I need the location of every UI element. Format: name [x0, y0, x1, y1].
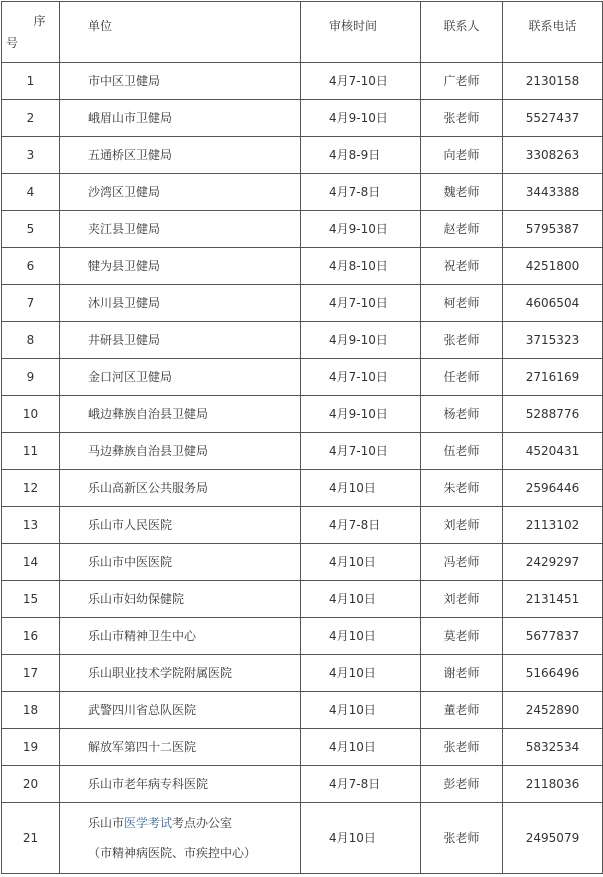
- row-date: 4月9-10日: [301, 396, 421, 433]
- row-seq: 14: [2, 544, 60, 581]
- row-contact: 张老师: [421, 803, 503, 874]
- row-date: 4月7-10日: [301, 433, 421, 470]
- row-phone: 2131451: [503, 581, 603, 618]
- row-phone: 5288776: [503, 396, 603, 433]
- row-date: 4月7-10日: [301, 359, 421, 396]
- row-unit: 乐山市人民医院: [60, 507, 301, 544]
- row-phone: 2495079: [503, 803, 603, 874]
- row-unit: 五通桥区卫健局: [60, 137, 301, 174]
- row-contact: 董老师: [421, 692, 503, 729]
- row-seq: 12: [2, 470, 60, 507]
- row-phone: 2118036: [503, 766, 603, 803]
- row-unit: 武警四川省总队医院: [60, 692, 301, 729]
- row-seq: 15: [2, 581, 60, 618]
- row-contact: 魏老师: [421, 174, 503, 211]
- header-seq-top: 序: [33, 14, 46, 28]
- row-unit: 夹江县卫健局: [60, 211, 301, 248]
- row-contact: 祝老师: [421, 248, 503, 285]
- row-date: 4月10日: [301, 655, 421, 692]
- row-seq: 18: [2, 692, 60, 729]
- row-contact: 彭老师: [421, 766, 503, 803]
- row-seq: 13: [2, 507, 60, 544]
- header-date: 审核时间: [301, 2, 421, 63]
- row-unit: [60, 803, 301, 874]
- row-contact: 刘老师: [421, 507, 503, 544]
- row-seq: 17: [2, 655, 60, 692]
- row-contact: 张老师: [421, 100, 503, 137]
- table-row: [2, 137, 603, 174]
- table-row: [2, 248, 603, 285]
- row-unit: 沙湾区卫健局: [60, 174, 301, 211]
- row-date: 4月9-10日: [301, 100, 421, 137]
- table-row: [2, 285, 603, 322]
- row-contact: 柯老师: [421, 285, 503, 322]
- row-unit: 峨边彝族自治县卫健局: [60, 396, 301, 433]
- row-date: 4月7-8日: [301, 174, 421, 211]
- table-row: [2, 729, 603, 766]
- row-date: 4月7-10日: [301, 63, 421, 100]
- row-unit: 乐山市中医医院: [60, 544, 301, 581]
- row-seq: 11: [2, 433, 60, 470]
- row-seq: 5: [2, 211, 60, 248]
- row-date: 4月10日: [301, 803, 421, 874]
- row-seq: 10: [2, 396, 60, 433]
- row-phone: 3308263: [503, 137, 603, 174]
- row-phone: 2596446: [503, 470, 603, 507]
- row-phone: 2113102: [503, 507, 603, 544]
- row-date: 4月10日: [301, 544, 421, 581]
- row-contact: 广老师: [421, 63, 503, 100]
- table-row: [2, 470, 603, 507]
- row-date: 4月10日: [301, 470, 421, 507]
- exam-site-table: [1, 1, 603, 874]
- row-date: 4月8-10日: [301, 248, 421, 285]
- row-contact: 张老师: [421, 729, 503, 766]
- row-unit: 乐山市妇幼保健院: [60, 581, 301, 618]
- row-unit: 乐山市老年病专科医院: [60, 766, 301, 803]
- row-date: 4月10日: [301, 581, 421, 618]
- row-date: 4月7-8日: [301, 507, 421, 544]
- row-unit: 市中区卫健局: [60, 63, 301, 100]
- row-date: 4月8-9日: [301, 137, 421, 174]
- row-phone: 3443388: [503, 174, 603, 211]
- row-phone: 5527437: [503, 100, 603, 137]
- row-seq: 16: [2, 618, 60, 655]
- row-unit-note: （市精神病医院、市疾控中心）: [88, 846, 257, 860]
- row-contact: 冯老师: [421, 544, 503, 581]
- row-phone: 5832534: [503, 729, 603, 766]
- row-seq: 6: [2, 248, 60, 285]
- row-phone: 2130158: [503, 63, 603, 100]
- table-row: [2, 766, 603, 803]
- row-phone: 3715323: [503, 322, 603, 359]
- row-phone: 5795387: [503, 211, 603, 248]
- table-row: [2, 581, 603, 618]
- row-phone: 2452890: [503, 692, 603, 729]
- row-unit: 犍为县卫健局: [60, 248, 301, 285]
- header-seq: [2, 2, 60, 63]
- row-contact: 谢老师: [421, 655, 503, 692]
- row-phone: 2716169: [503, 359, 603, 396]
- table-row: [2, 396, 603, 433]
- row-phone: 5166496: [503, 655, 603, 692]
- table-row: [2, 803, 603, 874]
- row-unit: 峨眉山市卫健局: [60, 100, 301, 137]
- row-contact: 杨老师: [421, 396, 503, 433]
- header-phone: 联系电话: [503, 2, 603, 63]
- row-contact: 任老师: [421, 359, 503, 396]
- row-unit-name: [88, 815, 300, 831]
- table-header-row: [2, 2, 603, 63]
- medical-exam-link[interactable]: 医学考试: [124, 816, 173, 830]
- row-phone: 5677837: [503, 618, 603, 655]
- unit-suffix: 考点办公室: [172, 816, 233, 830]
- row-contact: 莫老师: [421, 618, 503, 655]
- row-seq: 21: [2, 803, 60, 874]
- row-seq: 2: [2, 100, 60, 137]
- row-seq: 3: [2, 137, 60, 174]
- row-contact: 张老师: [421, 322, 503, 359]
- row-unit: 沐川县卫健局: [60, 285, 301, 322]
- row-contact: 向老师: [421, 137, 503, 174]
- row-seq: 1: [2, 63, 60, 100]
- unit-prefix: 乐山市: [88, 816, 125, 830]
- table-row: [2, 655, 603, 692]
- row-seq: 8: [2, 322, 60, 359]
- row-seq: 19: [2, 729, 60, 766]
- row-unit: 解放军第四十二医院: [60, 729, 301, 766]
- table-row: [2, 507, 603, 544]
- table-row: [2, 211, 603, 248]
- row-unit: 金口河区卫健局: [60, 359, 301, 396]
- table-row: [2, 174, 603, 211]
- table-body: [2, 2, 603, 874]
- row-contact: 赵老师: [421, 211, 503, 248]
- row-unit: 乐山职业技术学院附属医院: [60, 655, 301, 692]
- row-date: 4月7-8日: [301, 766, 421, 803]
- row-contact: 伍老师: [421, 433, 503, 470]
- table-row: [2, 618, 603, 655]
- header-contact: 联系人: [421, 2, 503, 63]
- table-row: [2, 433, 603, 470]
- row-unit: 乐山市精神卫生中心: [60, 618, 301, 655]
- row-seq: 20: [2, 766, 60, 803]
- row-phone: 2429297: [503, 544, 603, 581]
- row-phone: 4606504: [503, 285, 603, 322]
- row-seq: 9: [2, 359, 60, 396]
- header-unit: 单位: [60, 2, 301, 63]
- table-row: [2, 100, 603, 137]
- row-contact: 刘老师: [421, 581, 503, 618]
- row-date: 4月9-10日: [301, 322, 421, 359]
- row-date: 4月10日: [301, 618, 421, 655]
- table-row: [2, 322, 603, 359]
- row-phone: 4251800: [503, 248, 603, 285]
- table-row: [2, 63, 603, 100]
- row-date: 4月7-10日: [301, 285, 421, 322]
- row-unit: 井研县卫健局: [60, 322, 301, 359]
- row-unit: 马边彝族自治县卫健局: [60, 433, 301, 470]
- row-unit: 乐山高新区公共服务局: [60, 470, 301, 507]
- row-date: 4月10日: [301, 729, 421, 766]
- table-row: [2, 359, 603, 396]
- row-phone: 4520431: [503, 433, 603, 470]
- table-row: [2, 544, 603, 581]
- row-seq: 7: [2, 285, 60, 322]
- table-row: [2, 692, 603, 729]
- row-date: 4月9-10日: [301, 211, 421, 248]
- row-date: 4月10日: [301, 692, 421, 729]
- row-seq: 4: [2, 174, 60, 211]
- header-seq-bottom: 号: [6, 36, 19, 50]
- row-contact: 朱老师: [421, 470, 503, 507]
